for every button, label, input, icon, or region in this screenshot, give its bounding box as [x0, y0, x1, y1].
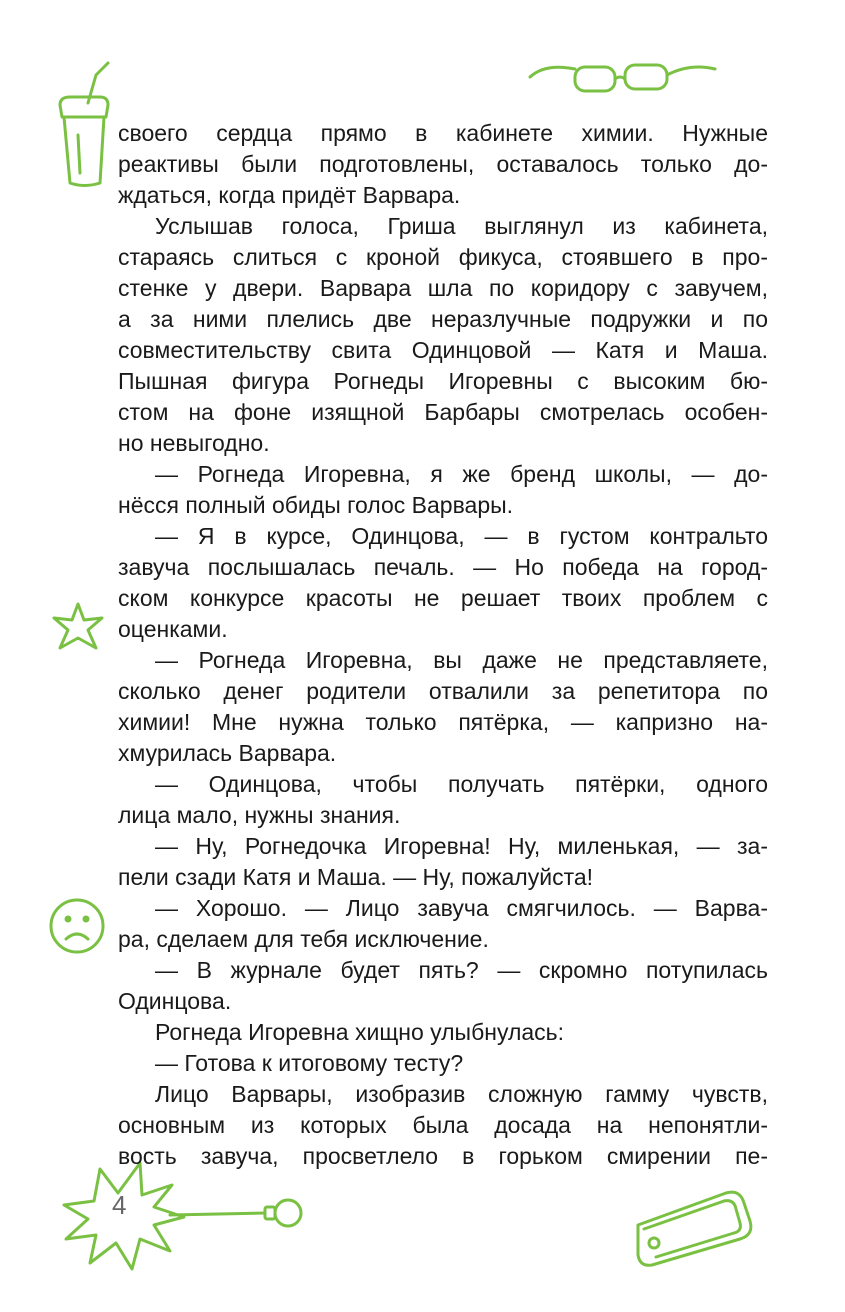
star-icon [48, 598, 108, 653]
text-line: — Одинцова, чтобы получать пятёрки, одного [155, 771, 768, 797]
text-line: стенке у двери. Варвара шла по коридору с завучем, [118, 275, 768, 301]
text-line: — Рогнеда Игоревна, я же бренд школы, — до- [155, 461, 768, 487]
text-line: ра, сделаем для тебя исключение. [118, 926, 489, 952]
text-line: Одинцова. [118, 988, 232, 1014]
glasses-icon [525, 55, 725, 100]
luggage-tag-icon [630, 1185, 755, 1270]
text-line: стом на фоне изящной Барбары смотрелась особен- [118, 399, 768, 425]
text-line: основным из которых была досада на непонятли- [118, 1112, 768, 1138]
text-line: Пышная фигура Рогнеды Игоревны с высоким бю- [118, 368, 768, 394]
text-line: нёсся полный обиды голос Варвары. [118, 492, 514, 518]
text-line: ждаться, когда придёт Варвара. [118, 182, 461, 208]
cup-with-straw-icon [48, 55, 118, 190]
text-line: совместительству свита Одинцовой — Катя и Маша. [118, 337, 768, 363]
text-line: лица мало, нужны знания. [118, 802, 401, 828]
text-line: — В журнале будет пять? — скромно потупилась [155, 957, 768, 983]
text-line: реактивы были подготовлены, оставалось только до- [118, 151, 768, 177]
text-line: пели сзади Катя и Маша. — Ну, пожалуйста! [118, 864, 594, 890]
text-line: — Рогнеда Игоревна, вы даже не представляете, [155, 647, 768, 673]
text-line: — Хорошо. — Лицо завуча смягчилось. — Варва- [155, 895, 768, 921]
text-line: оценками. [118, 616, 228, 642]
sad-face-icon [46, 895, 108, 957]
text-line: хмурилась Варвара. [118, 740, 337, 766]
text-line: — Готова к итоговому тесту? [155, 1050, 464, 1076]
text-line: вость завуча, просветлело в горьком смирении пе- [118, 1143, 768, 1169]
burst-with-cord-icon [60, 1155, 320, 1275]
text-line: своего сердца прямо в кабинете химии. Нужные [118, 120, 768, 146]
text-line: стараясь слиться с кроной фикуса, стоявшего в про- [118, 244, 768, 270]
page-number: 4 [112, 1190, 127, 1220]
text-line: сколько денег родители отвалили за репетитора по [118, 678, 768, 704]
text-line: завуча послышалась печаль. — Но победа на город- [118, 554, 768, 580]
text-line: а за ними плелись две неразлучные подружки и по [118, 306, 768, 332]
text-line: но невыгодно. [118, 430, 270, 456]
text-line: — Я в курсе, Одинцова, — в густом контральто [155, 523, 768, 549]
text-line: Лицо Варвары, изобразив сложную гамму чувств, [155, 1081, 768, 1107]
text-line: ском конкурсе красоты не решает твоих проблем с [118, 585, 768, 611]
text-line: Услышав голоса, Гриша выглянул из кабинета, [155, 213, 768, 239]
body-text [118, 118, 768, 1172]
text-line: химии! Мне нужна только пятёрка, — капризно на- [118, 709, 768, 735]
text-line: — Ну, Рогнедочка Игоревна! Ну, миленькая, — за- [155, 833, 768, 859]
text-line: Рогнеда Игоревна хищно улыбнулась: [155, 1019, 565, 1045]
